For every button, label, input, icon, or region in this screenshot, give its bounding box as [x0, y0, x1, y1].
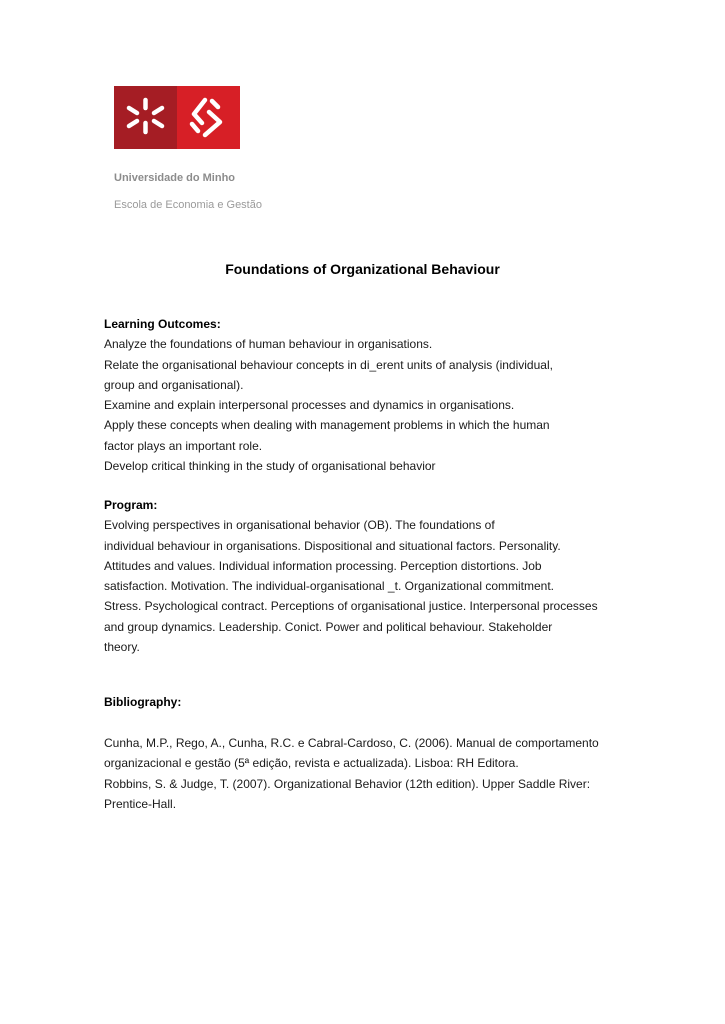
learning-outcome-line: Relate the organisational behaviour concepts in di_erent units of analysis (individual, [104, 357, 553, 372]
learning-outcome-line: Analyze the foundations of human behaviour in organisations. [104, 337, 433, 352]
bibliography-line: Prentice-Hall. [104, 796, 177, 811]
program-line: and group dynamics. Leadership. Conict. Power and political behaviour. Stakeholder [104, 619, 553, 634]
bibliography-heading: Bibliography: [104, 695, 182, 709]
uminho-logo [114, 86, 240, 149]
logo-left-block [114, 86, 177, 149]
learning-outcomes-section [104, 314, 614, 476]
program-line: theory. [104, 640, 140, 655]
logo-right-block [177, 86, 240, 149]
program-line: Stress. Psychological contract. Perceptions of organisational justice. Interpersonal processes [104, 599, 598, 614]
learning-outcome-line: Examine and explain interpersonal processes and dynamics in organisations. [104, 398, 515, 413]
bibliography-line: Cunha, M.P., Rego, A., Cunha, R.C. e Cabral-Cardoso, C. (2006). Manual de comportamento [104, 736, 599, 750]
program-heading: Program: [104, 498, 158, 512]
program-line: Attitudes and values. Individual information processing. Perception distortions. Job [104, 558, 542, 573]
program-section [104, 495, 614, 657]
bibliography-section [104, 733, 614, 814]
learning-outcome-line: Apply these concepts when dealing with management problems in which the human [104, 418, 550, 433]
bibliography-line: organizacional e gestão (5ª edição, revista e actualizada). Lisboa: RH Editora. [104, 756, 519, 771]
learning-outcome-line: factor plays an important role. [104, 438, 263, 453]
bibliography-heading-block [104, 692, 614, 712]
program-line: Evolving perspectives in organisational behavior (OB). The foundations of [104, 518, 495, 533]
program-line: individual behaviour in organisations. Dispositional and situational factors. Personality. [104, 538, 561, 553]
uminho-logo-icon [114, 86, 240, 149]
learning-outcome-line: Develop critical thinking in the study of organisational behavior [104, 459, 436, 474]
page-title: Foundations of Organizational Behaviour [225, 261, 500, 277]
program-line: satisfaction. Motivation. The individual-organisational _t. Organizational commitment. [104, 579, 554, 594]
institution-name: Universidade do Minho [114, 172, 236, 184]
school-name: Escola de Economia e Gestão [114, 199, 262, 211]
learning-outcome-line: group and organisational). [104, 377, 244, 392]
bibliography-line: Robbins, S. & Judge, T. (2007). Organizational Behavior (12th edition). Upper Saddle River: [104, 776, 591, 791]
learning-outcomes-heading: Learning Outcomes: [104, 317, 221, 331]
